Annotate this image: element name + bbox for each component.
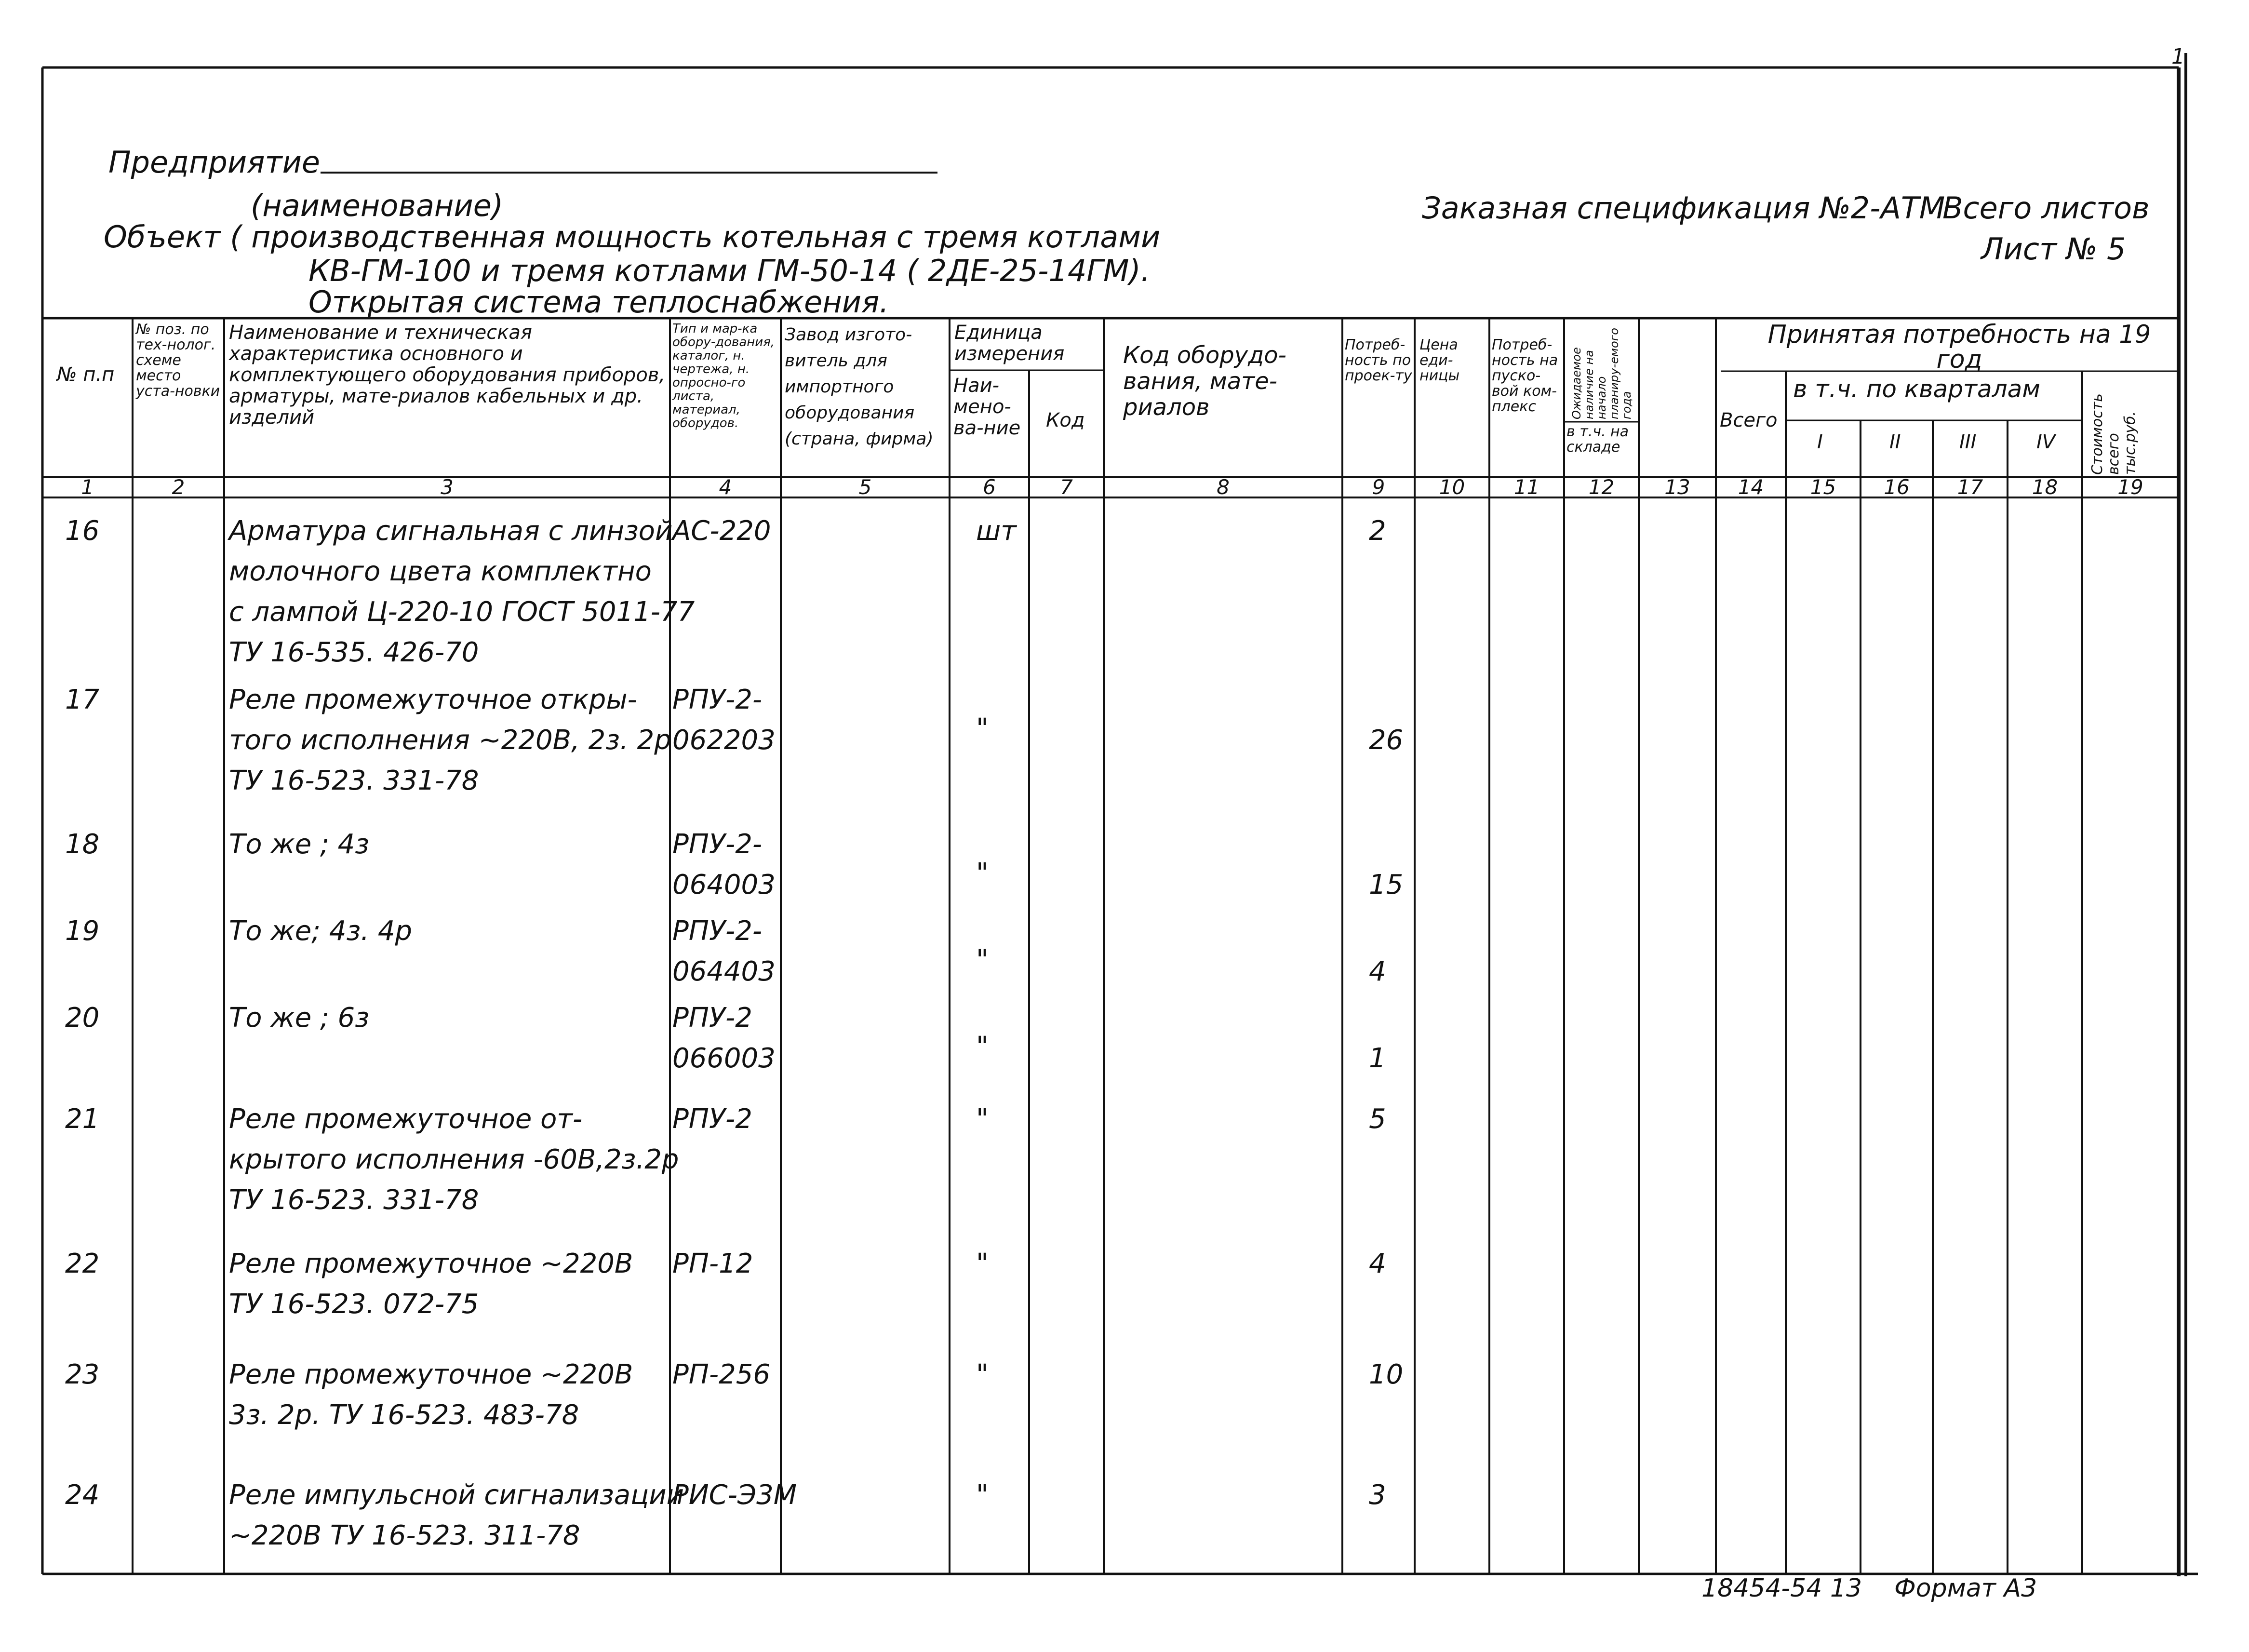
column-number: 5 — [858, 475, 872, 499]
column-number: 10 — [1439, 475, 1465, 499]
object-line-3: Открытая система теплоснабжения. — [308, 284, 889, 320]
quantity: 3 — [1369, 1479, 1386, 1511]
item-name-line: Реле импульсной сигнализации — [229, 1479, 684, 1511]
item-name-line: с лампой Ц-220-10 ГОСТ 5011-77 — [229, 596, 695, 628]
col-header-1: № п.п — [57, 363, 115, 386]
item-name-line: То же ; 6з — [229, 1002, 370, 1034]
row-number: 18 — [65, 829, 100, 860]
column-number: 1 — [81, 475, 94, 499]
item-type-line: АС-220 — [672, 515, 771, 547]
column-number: 6 — [983, 475, 996, 499]
item-name-line: Реле промежуточное откры- — [229, 684, 637, 715]
item-name-line: Реле промежуточное ~220В — [229, 1359, 633, 1390]
row-number: 19 — [65, 915, 100, 947]
column-number: 13 — [1664, 475, 1690, 499]
item-name-line: Арматура сигнальная с линзой — [229, 515, 673, 547]
unit-name: " — [976, 944, 989, 976]
item-type-line: РИС-Э3М — [672, 1479, 797, 1511]
item-type-line: РПУ-2- — [672, 829, 763, 860]
col-header-3: Наименование и техническая характеристика основного и комплектующего оборудования приборов, арматуры, мате-риалов кабельных и др. изделий — [229, 322, 666, 429]
unit-name: " — [976, 1479, 989, 1511]
quantity: 4 — [1369, 1248, 1386, 1279]
footer-stamp: 18454-54 13 — [1701, 1574, 1862, 1603]
row-number: 17 — [65, 684, 100, 715]
object-line-1: Объект ( производственная мощность котельная с тремя котлами — [104, 219, 1161, 255]
item-type-line: РПУ-2- — [672, 684, 763, 715]
col-header-q3: III — [1959, 431, 1977, 453]
quantity: 2 — [1369, 515, 1386, 547]
row-number: 22 — [65, 1248, 100, 1279]
item-name-line: ~220В ТУ 16-523. 311-78 — [229, 1520, 580, 1551]
column-number: 11 — [1513, 475, 1540, 499]
col-header-8: Код оборудо-вания, мате-риалов — [1123, 342, 1286, 421]
col-header-9: Потреб-ность по проек-ту — [1345, 336, 1412, 384]
col-header-6: Наи-мено-ва-ние — [953, 375, 1021, 439]
item-type-line: РПУ-2 — [672, 1103, 752, 1135]
column-number: 12 — [1588, 475, 1615, 499]
column-number: 3 — [441, 475, 454, 499]
col-header-12-bottom: в т.ч. на складе — [1566, 423, 1629, 456]
col-header-q2: II — [1889, 431, 1901, 453]
item-name-line: ТУ 16-523. 331-78 — [229, 1184, 479, 1216]
column-number: 14 — [1738, 475, 1764, 499]
column-number: 18 — [2032, 475, 2058, 499]
sheet-number: Лист № 5 — [1981, 231, 2126, 267]
col-header-7: Код — [1046, 409, 1085, 431]
item-type-line: РП-12 — [672, 1248, 753, 1279]
quantity: 5 — [1369, 1103, 1386, 1135]
unit-name: шт — [976, 515, 1017, 547]
item-type-line: 064403 — [672, 956, 776, 987]
enterprise-label: Предприятие — [108, 145, 321, 180]
col-header-q4: IV — [2036, 431, 2056, 453]
unit-name: " — [976, 1031, 989, 1062]
unit-name: " — [976, 1103, 989, 1135]
object-line-2: КВ-ГМ-100 и тремя котлами ГМ-50-14 ( 2ДЕ-25-14ГМ). — [308, 253, 1151, 288]
unit-name: " — [976, 1248, 989, 1279]
footer-format: Формат А3 — [1894, 1574, 2037, 1603]
col-header-12-top: Ожидаемое наличие на начало планиру-емого года — [1570, 328, 1633, 419]
col-header-10: Цена еди-ницы — [1419, 336, 1460, 384]
item-name-line: крытого исполнения -60В,2з.2р — [229, 1144, 679, 1175]
row-number: 20 — [65, 1002, 100, 1034]
col-header-4: Тип и мар-ка обору-дования, каталог, н. чертежа, н. опросно-го листа, материал, оборудов. — [672, 322, 775, 430]
col-header-19: Стоимость всего тыс.руб. — [2089, 393, 2139, 475]
col-header-14: Всего — [1720, 409, 1778, 431]
quantity: 4 — [1369, 956, 1386, 987]
item-name-line: Реле промежуточное от- — [229, 1103, 583, 1135]
column-number: 2 — [172, 475, 185, 499]
item-name-line: ТУ 16-535. 426-70 — [229, 637, 479, 668]
column-number: 19 — [2117, 475, 2143, 499]
enterprise-subtitle: (наименование) — [251, 188, 504, 223]
col-header-15-18: в т.ч. по кварталам — [1793, 375, 2041, 403]
col-header-q1: I — [1817, 431, 1823, 453]
column-number: 4 — [719, 475, 732, 499]
sheets-total-label: Всего листов — [1942, 190, 2150, 226]
row-number: 21 — [65, 1103, 100, 1135]
item-type-line: РПУ-2 — [672, 1002, 752, 1034]
item-name-line: ТУ 16-523. 072-75 — [229, 1289, 479, 1320]
page-mark: 1 — [2171, 44, 2185, 69]
item-name-line: 3з. 2р. ТУ 16-523. 483-78 — [229, 1399, 579, 1431]
col-header-2: № поз. по тех-нолог. схеме место уста-новки — [136, 321, 220, 400]
column-number: 16 — [1884, 475, 1910, 499]
item-name-line: То же ; 4з — [229, 829, 370, 860]
quantity: 15 — [1369, 869, 1404, 900]
item-type-line: РПУ-2- — [672, 915, 763, 947]
column-number: 9 — [1372, 475, 1385, 499]
column-number: 7 — [1060, 475, 1073, 499]
item-type-line: 062203 — [672, 725, 776, 756]
item-name-line: Реле промежуточное ~220В — [229, 1248, 633, 1279]
quantity: 10 — [1369, 1359, 1404, 1390]
row-number: 24 — [65, 1479, 100, 1511]
item-name-line: молочного цвета комплектно — [229, 556, 652, 587]
unit-name: " — [976, 713, 989, 744]
quantity: 1 — [1369, 1043, 1386, 1074]
col-header-11: Потреб-ность на пуско-вой ком-плекс — [1492, 336, 1558, 415]
specification-title: Заказная спецификация №2-АТМ — [1422, 190, 1945, 226]
quantity: 26 — [1369, 725, 1404, 756]
item-type-line: 064003 — [672, 869, 776, 900]
column-number: 8 — [1217, 475, 1230, 499]
col-header-14-18: Принятая потребность на 19 год — [1767, 320, 2151, 374]
row-number: 16 — [65, 515, 100, 547]
item-type-line: 066003 — [672, 1043, 776, 1074]
column-number: 17 — [1957, 475, 1983, 499]
row-number: 23 — [65, 1359, 100, 1390]
col-header-6-7: Единица измерения — [954, 322, 1065, 365]
item-name-line: ТУ 16-523. 331-78 — [229, 765, 479, 796]
column-number: 15 — [1810, 475, 1836, 499]
item-name-line: То же; 4з. 4р — [229, 915, 413, 947]
item-type-line: РП-256 — [672, 1359, 770, 1390]
unit-name: " — [976, 858, 989, 889]
col-header-5: Завод изгото-витель для импортного оборудования (страна, фирма) — [785, 325, 934, 449]
item-name-line: того исполнения ~220В, 2з. 2р — [229, 725, 671, 756]
unit-name: " — [976, 1359, 989, 1390]
